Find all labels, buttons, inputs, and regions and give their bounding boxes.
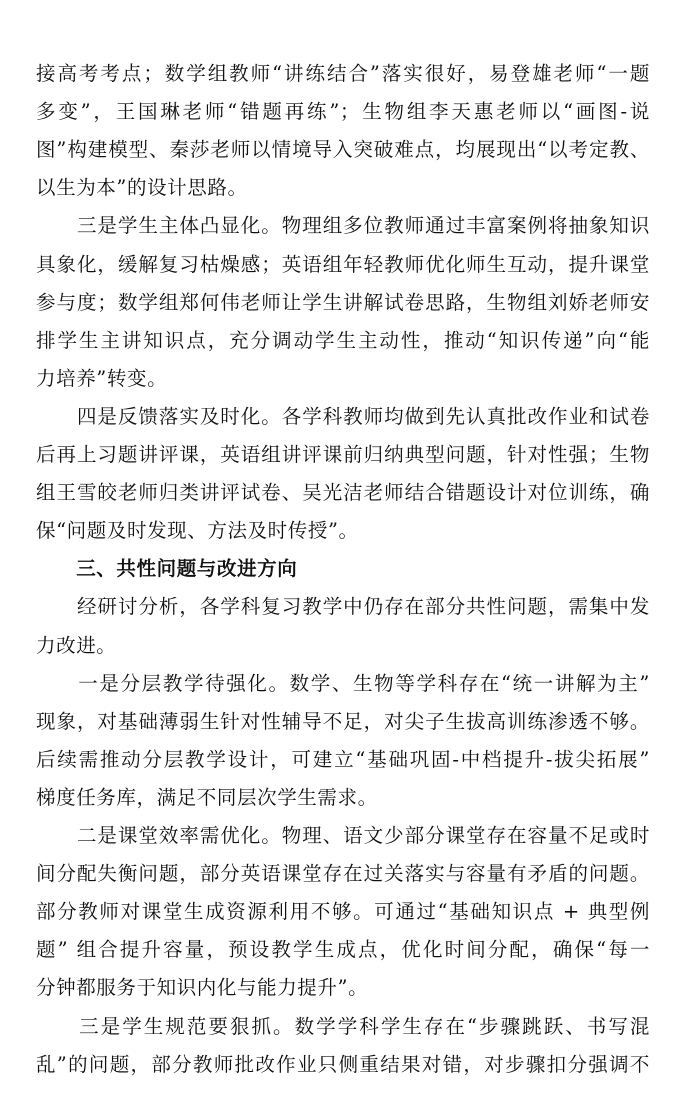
paragraph-line: 接高考考点；数学组教师“讲练结合”落实很好，易登雄老师“一题 [36, 62, 650, 85]
paragraph-line: 梯度任务库，满足不同层次学生需求。 [36, 785, 378, 809]
paragraph-line: 题” 组合提升容量，预设教学生成点，优化时间分配，确保“每一 [36, 938, 650, 962]
paragraph-line: 参与度；数学组郑何伟老师让学生讲解试卷思路，生物组刘娇老师安 [36, 290, 650, 314]
paragraph-line: 三是学生主体凸显化。物理组多位教师通过丰富案例将抽象知识 [36, 214, 650, 238]
paragraph-line: 力培养”转变。 [36, 366, 168, 390]
paragraph-line: 排学生主讲知识点，充分调动学生主动性，推动“知识传递”向“能 [36, 328, 650, 352]
paragraph-line: 后再上习题讲评课，英语组讲评课前归纳典型问题，针对性强；生物 [36, 443, 650, 466]
paragraph-line: 间分配失衡问题，部分英语课堂存在过关落实与容量有矛盾的问题。 [36, 862, 650, 886]
paragraph-line: 三是学生规范要狠抓。数学学科学生存在“步骤跳跃、书写混 [36, 1014, 650, 1038]
paragraph-line: 乱”的问题，部分教师批改作业只侧重结果对错，对步骤扣分强调不 [36, 1052, 650, 1076]
section-heading: 三、共性问题与改进方向 [36, 557, 298, 581]
paragraph-line: 部分教师对课堂生成资源利用不够。可通过“基础知识点 + 典型例 [36, 900, 650, 924]
paragraph-line: 分钟都服务于知识内化与能力提升”。 [36, 976, 369, 1000]
paragraph-line: 四是反馈落实及时化。各学科教师均做到先认真批改作业和试卷 [36, 404, 650, 428]
paragraph-line: 后续需推动分层教学设计，可建立“基础巩固-中档提升-拔尖拓展” [36, 747, 650, 771]
paragraph-line: 保“问题及时发现、方法及时传授”。 [36, 519, 359, 543]
paragraph-line: 组王雪皎老师归类讲评试卷、吴光洁老师结合错题设计对位训练，确 [36, 481, 650, 505]
paragraph-line: 具象化，缓解复习枯燥感；英语组年轻教师优化师生互动，提升课堂 [36, 252, 650, 276]
paragraph-line: 以生为本”的设计思路。 [36, 176, 248, 200]
paragraph-line: 二是课堂效率需优化。物理、语文少部分课堂存在容量不足或时 [36, 824, 650, 847]
paragraph-line: 现象，对基础薄弱生针对性辅导不足，对尖子生拔高训练渗透不够。 [36, 709, 650, 733]
paragraph-line: 经研讨分析，各学科复习教学中仍存在部分共性问题，需集中发 [36, 595, 650, 619]
paragraph-line: 图”构建模型、秦莎老师以情境导入突破难点，均展现出“以考定教、 [36, 138, 650, 162]
paragraph-line: 力改进。 [36, 633, 117, 657]
paragraph-line: 一是分层教学待强化。数学、生物等学科存在“统一讲解为主” [36, 671, 650, 695]
paragraph-line: 多变”，王国琳老师“错题再练”；生物组李天惠老师以“画图-说 [36, 100, 650, 124]
